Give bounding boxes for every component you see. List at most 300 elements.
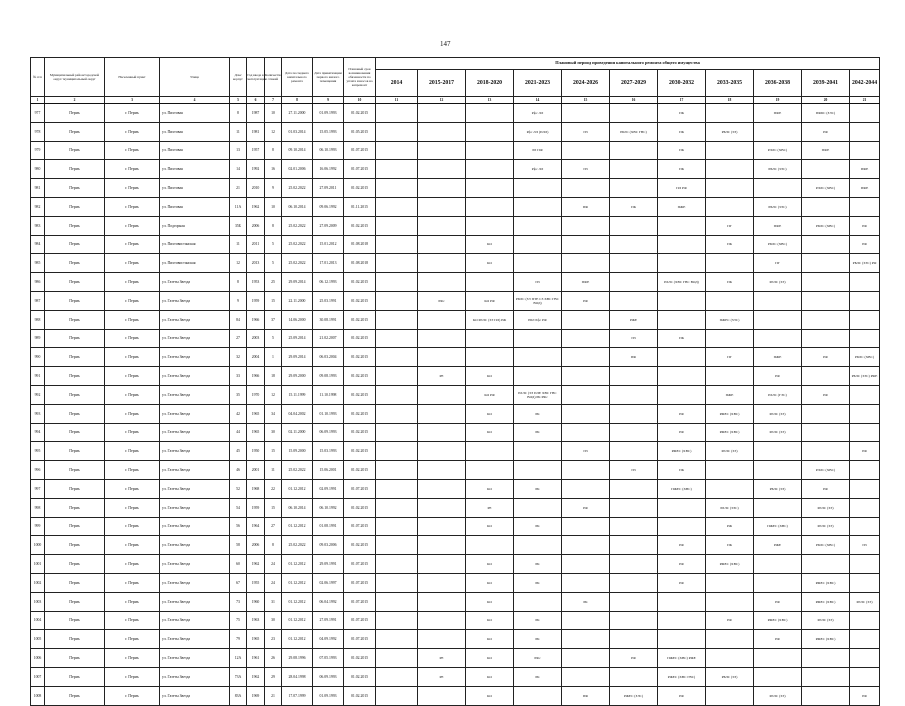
cell-period-2021-2023: РБЛС (ЗЭ ПТЕ СЗ ХВС ГВС ВОД) (514, 291, 562, 310)
cell-year-built: 1969 (247, 686, 265, 705)
cell-house: 45 (230, 442, 247, 461)
cell-floors: 5 (265, 329, 282, 348)
cell-no: 984 (31, 235, 45, 254)
cell-period-2024-2026 (562, 555, 610, 574)
cell-period-2036-2038 (754, 310, 802, 329)
cell-period-2027-2029 (610, 160, 658, 179)
cell-period-2014 (376, 273, 418, 292)
cell-municipality: Пермь (45, 235, 105, 254)
cell-planned-deadline: 01.07.2015 (344, 573, 376, 592)
cell-first-privatization-date: 27.09.1991 (313, 611, 344, 630)
cell-municipality: Пермь (45, 179, 105, 198)
cell-house: 42 (230, 404, 247, 423)
cell-last-repair-date: 25.02.2022 (282, 461, 313, 480)
cell-period-2036-2038 (754, 442, 802, 461)
cell-floors: 29 (265, 667, 282, 686)
cell-floors: 34 (265, 404, 282, 423)
cell-period-2042-2044 (850, 141, 880, 160)
cell-planned-deadline: 01.07.2015 (344, 592, 376, 611)
cell-period-2042-2044 (850, 498, 880, 517)
cell-floors: 24 (265, 573, 282, 592)
cell-first-privatization-date: 15.06.2001 (313, 461, 344, 480)
cell-period-2018-2020 (466, 273, 514, 292)
cell-floors: 11 (265, 461, 282, 480)
cell-no: 977 (31, 104, 45, 123)
cell-period-2015-2017 (418, 442, 466, 461)
cell-period-2042-2044 (850, 273, 880, 292)
cell-period-2014 (376, 216, 418, 235)
cell-period-2039-2041: РЛЛС (ЗЭ) (802, 517, 850, 536)
cell-period-2030-2032: РФ (658, 573, 706, 592)
cell-street: ул. Газеты Звезда (160, 555, 230, 574)
cell-period-2015-2017 (418, 498, 466, 517)
cell-no: 999 (31, 517, 45, 536)
cell-planned-deadline: 01.02.2015 (344, 273, 376, 292)
cell-year-built: 1966 (247, 367, 265, 386)
cell-period-2036-2038: РЖЕ (754, 536, 802, 555)
cell-no: 986 (31, 273, 45, 292)
cell-municipality: Пермь (45, 498, 105, 517)
cell-floors: 12 (265, 122, 282, 141)
cell-period-2027-2029 (610, 273, 658, 292)
cell-planned-deadline: 01.02.2015 (344, 367, 376, 386)
cell-period-2018-2020: КО (466, 479, 514, 498)
cell-period-2014 (376, 461, 418, 480)
cell-floors: 21 (265, 686, 282, 705)
cell-no: 978 (31, 122, 45, 141)
cell-period-2036-2038: ПЖЕС (ХВС) (754, 517, 802, 536)
cell-no: 985 (31, 254, 45, 273)
cell-year-built: 1965 (247, 423, 265, 442)
cell-municipality: Пермь (45, 310, 105, 329)
cell-municipality: Пермь (45, 423, 105, 442)
cell-settlement: г. Пермь (105, 649, 160, 668)
cell-floors: 12 (265, 385, 282, 404)
header-first-privatization-date: Дата приватизации первого жилого помещения (313, 58, 344, 97)
cell-last-repair-date: 15.09.2000 (282, 442, 313, 461)
cell-period-2039-2041: ПФБС (ЗЭС) (802, 104, 850, 123)
cell-last-repair-date: 29.09.2014 (282, 348, 313, 367)
cell-period-2036-2038 (754, 122, 802, 141)
cell-period-2021-2023 (514, 461, 562, 480)
cell-period-2036-2038 (754, 461, 802, 480)
cell-year-built: 1961 (247, 649, 265, 668)
cell-period-2033-2035 (706, 367, 754, 386)
cell-first-privatization-date: 07.05.1993 (313, 649, 344, 668)
cell-municipality: Пермь (45, 197, 105, 216)
cell-municipality: Пермь (45, 160, 105, 179)
cell-period-2015-2017 (418, 122, 466, 141)
cell-period-2024-2026 (562, 367, 610, 386)
cell-planned-deadline: 01.07.2015 (344, 160, 376, 179)
cell-street: ул. Газеты Звезда (160, 348, 230, 367)
cell-house: 79 (230, 630, 247, 649)
cell-settlement: г. Пермь (105, 197, 160, 216)
cell-period-2024-2026 (562, 348, 610, 367)
table-row (31, 179, 880, 198)
cell-period-2030-2032: ПК (658, 122, 706, 141)
cell-period-2039-2041 (802, 667, 850, 686)
cell-period-2036-2038 (754, 573, 802, 592)
cell-no: 991 (31, 367, 45, 386)
cell-period-2030-2032: РФ (658, 404, 706, 423)
cell-first-privatization-date: 27.09.2009 (313, 216, 344, 235)
cell-first-privatization-date: 09.03.2006 (313, 536, 344, 555)
cell-house: 84 (230, 310, 247, 329)
cell-settlement: г. Пермь (105, 630, 160, 649)
cell-period-2036-2038: РБЛС (ХВС) (754, 235, 802, 254)
cell-floors: 24 (265, 555, 282, 574)
cell-period-2039-2041 (802, 404, 850, 423)
cell-floors: 26 (265, 649, 282, 668)
header-year: 2036-2038 (754, 70, 802, 97)
table-row (31, 254, 880, 273)
cell-period-2018-2020: КО (466, 649, 514, 668)
cell-period-2027-2029 (610, 216, 658, 235)
cell-period-2030-2032 (658, 592, 706, 611)
cell-period-2015-2017 (418, 517, 466, 536)
table-row (31, 649, 880, 668)
column-number: 3 (105, 97, 160, 104)
cell-year-built: 1959 (247, 291, 265, 310)
cell-period-2024-2026 (562, 404, 610, 423)
cell-no: 1005 (31, 630, 45, 649)
cell-settlement: г. Пермь (105, 573, 160, 592)
cell-period-2030-2032 (658, 611, 706, 630)
column-number: 20 (802, 97, 850, 104)
cell-no: 1001 (31, 555, 45, 574)
cell-planned-deadline: 01.07.2015 (344, 141, 376, 160)
cell-last-repair-date: 29.09.2014 (282, 273, 313, 292)
cell-period-2018-2020: КО (466, 235, 514, 254)
cell-last-repair-date: 01.03.2014 (282, 122, 313, 141)
cell-year-built: 2011 (247, 235, 265, 254)
cell-period-2027-2029 (610, 179, 658, 198)
cell-settlement: г. Пермь (105, 555, 160, 574)
header-year: 2039-2041 (802, 70, 850, 97)
cell-planned-deadline: 01.02.2015 (344, 291, 376, 310)
cell-period-2042-2044: РБЛС (ЗЭС) РФ (850, 254, 880, 273)
cell-first-privatization-date: 06.03.2004 (313, 348, 344, 367)
cell-period-2015-2017 (418, 141, 466, 160)
cell-period-2018-2020: КО РФ (466, 291, 514, 310)
cell-last-repair-date: 15.11.1999 (282, 385, 313, 404)
cell-period-2030-2032: ПЖЕС (ХВС) РЖЕ (658, 649, 706, 668)
cell-house: 46 (230, 461, 247, 480)
cell-planned-deadline: 01.02.2015 (344, 649, 376, 668)
cell-floors: 15 (265, 442, 282, 461)
cell-period-2042-2044 (850, 461, 880, 480)
cell-period-2039-2041: РЖЕС (ХВС) (802, 573, 850, 592)
cell-house: 35 (230, 385, 247, 404)
cell-municipality: Пермь (45, 536, 105, 555)
cell-planned-deadline: 01.02.2015 (344, 329, 376, 348)
cell-planned-deadline: 01.02.2015 (344, 216, 376, 235)
cell-planned-deadline: 01.07.2015 (344, 630, 376, 649)
cell-period-2014 (376, 592, 418, 611)
cell-house: 54 (230, 498, 247, 517)
cell-period-2021-2023 (514, 329, 562, 348)
column-number: 18 (706, 97, 754, 104)
cell-first-privatization-date: 30.08.1991 (313, 310, 344, 329)
cell-period-2036-2038: РБЛС (ЗЭ) (754, 479, 802, 498)
cell-period-2027-2029 (610, 536, 658, 555)
column-number: 7 (265, 97, 282, 104)
cell-period-2033-2035 (706, 329, 754, 348)
cell-period-2015-2017 (418, 310, 466, 329)
cell-period-2033-2035 (706, 686, 754, 705)
header-year-built: Год ввода в эксплуатацию (247, 58, 265, 97)
cell-year-built: 1957 (247, 141, 265, 160)
cell-last-repair-date: 06.10.2014 (282, 498, 313, 517)
cell-settlement: г. Пермь (105, 667, 160, 686)
cell-period-2014 (376, 197, 418, 216)
cell-period-2033-2035: РЖЕС (ХВС) (706, 555, 754, 574)
cell-settlement: г. Пермь (105, 686, 160, 705)
cell-period-2021-2023: РК (514, 611, 562, 630)
cell-first-privatization-date: 15.05.1993 (313, 122, 344, 141)
cell-period-2027-2029: РЖЕ (610, 310, 658, 329)
cell-period-2033-2035 (706, 179, 754, 198)
cell-no: 981 (31, 179, 45, 198)
cell-last-repair-date: 27.11.2000 (282, 104, 313, 123)
cell-last-repair-date: 01.12.2012 (282, 611, 313, 630)
cell-period-2024-2026: ПФ (562, 686, 610, 705)
cell-period-2030-2032 (658, 498, 706, 517)
cell-municipality: Пермь (45, 273, 105, 292)
cell-period-2033-2035 (706, 461, 754, 480)
cell-last-repair-date: 25.02.2022 (282, 536, 313, 555)
cell-period-2033-2035: РЛЛС (ЗЭ) (706, 442, 754, 461)
cell-period-2014 (376, 160, 418, 179)
cell-period-2024-2026 (562, 461, 610, 480)
cell-floors: 8 (265, 141, 282, 160)
cell-period-2021-2023: РК (514, 573, 562, 592)
cell-period-2030-2032: РЖЕС (ХВС) (658, 442, 706, 461)
header-planned-deadline: Плановый срок возникновения обязанности по уплате взносов на капремонт (344, 58, 376, 97)
cell-first-privatization-date: 01.09.1993 (313, 104, 344, 123)
cell-period-2014 (376, 310, 418, 329)
cell-period-2027-2029 (610, 630, 658, 649)
cell-period-2027-2029 (610, 611, 658, 630)
cell-municipality: Пермь (45, 404, 105, 423)
column-number: 14 (514, 97, 562, 104)
cell-municipality: Пермь (45, 442, 105, 461)
cell-period-2033-2035: РБЛС (ЗЭ) (706, 122, 754, 141)
cell-year-built: 1962 (247, 197, 265, 216)
cell-house: 8 (230, 104, 247, 123)
cell-period-2014 (376, 404, 418, 423)
cell-period-2024-2026 (562, 216, 610, 235)
cell-period-2030-2032 (658, 235, 706, 254)
cell-period-2018-2020: КО РЛЛС (ЗЭ ПЛ) РЖ (466, 310, 514, 329)
cell-period-2021-2023 (514, 686, 562, 705)
cell-street: ул. Газеты Звезда (160, 498, 230, 517)
cell-period-2027-2029 (610, 291, 658, 310)
cell-period-2042-2044 (850, 611, 880, 630)
cell-period-2027-2029: РБЛС (ХВС ГВС) (610, 122, 658, 141)
table-row (31, 122, 880, 141)
cell-floors: 9 (265, 179, 282, 198)
cell-municipality: Пермь (45, 630, 105, 649)
cell-planned-deadline: 01.02.2015 (344, 423, 376, 442)
cell-period-2015-2017 (418, 686, 466, 705)
table-row (31, 573, 880, 592)
cell-last-repair-date: 01.12.2012 (282, 479, 313, 498)
cell-no: 989 (31, 329, 45, 348)
cell-house: 21 (230, 179, 247, 198)
cell-period-2015-2017 (418, 348, 466, 367)
cell-last-repair-date: 01.12.2012 (282, 573, 313, 592)
cell-settlement: г. Пермь (105, 461, 160, 480)
cell-house: 13 (230, 141, 247, 160)
cell-period-2021-2023: Рфс ЛЛ (514, 160, 562, 179)
cell-planned-deadline: 01.02.2015 (344, 310, 376, 329)
cell-floors: 8 (265, 216, 282, 235)
cell-period-2039-2041: ПФЕ (802, 141, 850, 160)
cell-house: 12А (230, 649, 247, 668)
header-no: № п/п (31, 58, 45, 97)
cell-period-2018-2020: КО (466, 667, 514, 686)
cell-street: ул. Пихтовая (160, 122, 230, 141)
cell-period-2042-2044 (850, 104, 880, 123)
cell-first-privatization-date: 06.04.1992 (313, 592, 344, 611)
cell-year-built: 1955 (247, 573, 265, 592)
cell-first-privatization-date: 04.09.1992 (313, 630, 344, 649)
cell-year-built: 2010 (247, 179, 265, 198)
cell-period-2027-2029: ПК (610, 197, 658, 216)
cell-period-2018-2020 (466, 179, 514, 198)
cell-municipality: Пермь (45, 573, 105, 592)
cell-period-2042-2044: РФ (850, 686, 880, 705)
cell-period-2024-2026 (562, 254, 610, 273)
cell-period-2024-2026 (562, 423, 610, 442)
cell-floors: 30 (265, 611, 282, 630)
cell-period-2039-2041: РЖЕС (ХВС) (802, 592, 850, 611)
cell-period-2024-2026 (562, 611, 610, 630)
cell-no: 995 (31, 442, 45, 461)
cell-period-2021-2023 (514, 254, 562, 273)
cell-period-2018-2020 (466, 141, 514, 160)
cell-period-2042-2044: РФ (850, 216, 880, 235)
cell-period-2030-2032: РФ (658, 555, 706, 574)
cell-planned-deadline: 01.02.2015 (344, 348, 376, 367)
cell-last-repair-date: 02.11.2000 (282, 423, 313, 442)
cell-period-2018-2020: КО (466, 423, 514, 442)
cell-period-2039-2041 (802, 686, 850, 705)
cell-no: 988 (31, 310, 45, 329)
cell-house: 12 (230, 254, 247, 273)
cell-period-2036-2038: ПФЕ (754, 216, 802, 235)
cell-period-2015-2017 (418, 254, 466, 273)
cell-period-2030-2032 (658, 310, 706, 329)
cell-period-2042-2044: РФ (850, 235, 880, 254)
cell-period-2033-2035: ПГ (706, 348, 754, 367)
cell-street: ул. Газеты Звезда (160, 630, 230, 649)
cell-period-2042-2044 (850, 122, 880, 141)
cell-period-2014 (376, 291, 418, 310)
cell-period-2027-2029 (610, 573, 658, 592)
cell-period-2039-2041 (802, 367, 850, 386)
cell-period-2024-2026 (562, 104, 610, 123)
cell-planned-deadline: 01.02.2015 (344, 404, 376, 423)
cell-settlement: г. Пермь (105, 442, 160, 461)
cell-period-2030-2032 (658, 291, 706, 310)
cell-period-2042-2044 (850, 649, 880, 668)
cell-street: ул. Подгорная (160, 216, 230, 235)
header-settlement: Населенный пункт (105, 58, 160, 97)
cell-period-2024-2026 (562, 179, 610, 198)
header-municipality: Муниципальный район/городской округ/ муниципальный округ (45, 58, 105, 97)
cell-period-2042-2044: РБЛС (ЗЭС) РФЕ (850, 367, 880, 386)
cell-municipality: Пермь (45, 254, 105, 273)
cell-period-2036-2038: РЛЛС (ЗЭ) (754, 686, 802, 705)
cell-period-2015-2017: РЕ (418, 649, 466, 668)
cell-period-2014 (376, 329, 418, 348)
cell-period-2042-2044 (850, 479, 880, 498)
cell-period-2033-2035 (706, 479, 754, 498)
cell-period-2024-2026 (562, 310, 610, 329)
cell-period-2024-2026: ПЗ (562, 122, 610, 141)
cell-street: ул. Газеты Звезда (160, 385, 230, 404)
cell-period-2021-2023: РЛЛС (ЗЭ ПЛЕ ХВС ГВС ВОД) РК РФс (514, 385, 562, 404)
cell-house: 11 (230, 122, 247, 141)
cell-period-2018-2020: КО РФ (466, 385, 514, 404)
cell-period-2014 (376, 498, 418, 517)
cell-period-2021-2023: РК (514, 423, 562, 442)
cell-period-2027-2029 (610, 517, 658, 536)
cell-period-2039-2041 (802, 254, 850, 273)
cell-period-2015-2017 (418, 461, 466, 480)
table-row (31, 555, 880, 574)
cell-period-2033-2035: ПЖЕС (ЗЭС) (706, 310, 754, 329)
cell-period-2030-2032 (658, 367, 706, 386)
cell-no: 980 (31, 160, 45, 179)
cell-period-2014 (376, 667, 418, 686)
cell-settlement: г. Пермь (105, 291, 160, 310)
header-last-repair-date: Дата последнего капитального ремонта (282, 58, 313, 97)
cell-period-2039-2041: РЛЛС (ЗЭ) (802, 611, 850, 630)
table-row (31, 385, 880, 404)
cell-street: ул. Пихтовая (160, 160, 230, 179)
table-row (31, 235, 880, 254)
cell-year-built: 1981 (247, 122, 265, 141)
cell-period-2039-2041 (802, 329, 850, 348)
cell-period-2018-2020: КО (466, 630, 514, 649)
cell-period-2033-2035 (706, 254, 754, 273)
cell-street: ул. Газеты Звезда (160, 329, 230, 348)
column-number: 8 (282, 97, 313, 104)
cell-planned-deadline: 01.02.2015 (344, 179, 376, 198)
cell-period-2024-2026: ПЗ (562, 442, 610, 461)
cell-house: 35Б (230, 216, 247, 235)
cell-period-2030-2032: ПЖЕ (658, 197, 706, 216)
header-floors: Количество этажей (265, 58, 282, 97)
cell-planned-deadline: 01.02.2015 (344, 442, 376, 461)
table-row (31, 104, 880, 123)
cell-planned-deadline: 01.02.2015 (344, 498, 376, 517)
cell-period-2021-2023: РК (514, 517, 562, 536)
cell-period-2039-2041 (802, 423, 850, 442)
cell-floors: 15 (265, 498, 282, 517)
cell-last-repair-date: 28.04.1998 (282, 667, 313, 686)
cell-period-2027-2029: ПЗ (610, 461, 658, 480)
column-number: 13 (466, 97, 514, 104)
cell-no: 996 (31, 461, 45, 480)
cell-period-2014 (376, 104, 418, 123)
cell-municipality: Пермь (45, 555, 105, 574)
cell-street: ул. Пихтовистанская (160, 235, 230, 254)
